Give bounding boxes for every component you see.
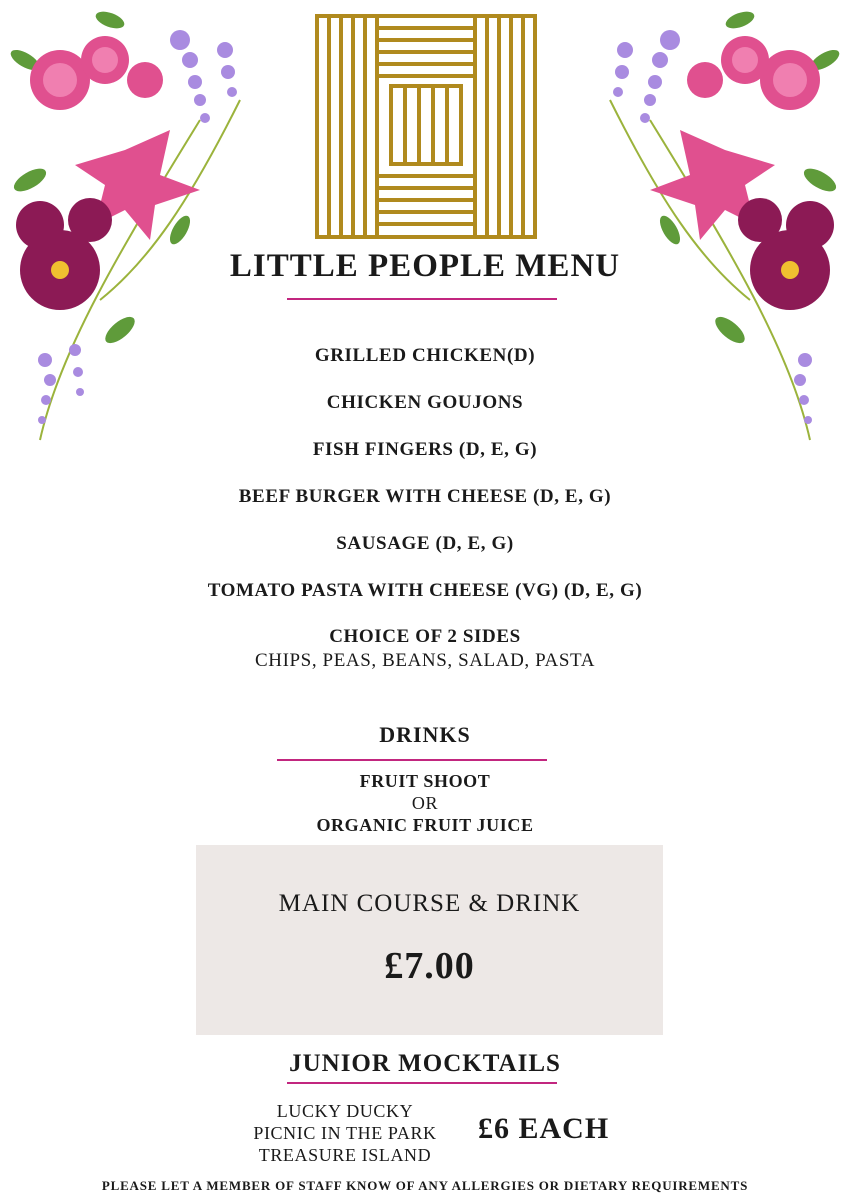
mocktails-underline [287, 1082, 557, 1084]
mocktails-price: £6 EACH [478, 1112, 610, 1145]
sides-heading: CHOICE OF 2 SIDES [329, 626, 521, 647]
allergy-notice: PLEASE LET A MEMBER OF STAFF KNOW OF ANY ALLERGIES OR DIETARY REQUIREMENTS [101, 1178, 749, 1193]
drink-option: ORGANIC FRUIT JUICE [316, 815, 534, 835]
mocktails-list [225, 1100, 465, 1166]
drink-option: FRUIT SHOOT [359, 771, 491, 791]
sides-list: CHIPS, PEAS, BEANS, SALAD, PASTA [254, 650, 596, 671]
offer-price: £7.00 [384, 945, 475, 987]
menu-item: BEEF BURGER WITH CHEESE (D, E, G) [238, 486, 612, 507]
drinks-underline [277, 759, 547, 761]
drinks-heading: DRINKS [379, 722, 471, 747]
mocktail-item: LUCKY DUCKY [276, 1101, 414, 1121]
menu-item: SAUSAGE (D, E, G) [336, 533, 514, 554]
menu-items [0, 342, 850, 672]
offer-box [196, 845, 663, 1035]
title-underline [287, 298, 557, 300]
menu-title: LITTLE PEOPLE MENU [229, 248, 621, 284]
menu-item: CHICKEN GOUJONS [326, 392, 524, 413]
menu-item: GRILLED CHICKEN(D) [314, 345, 536, 366]
mocktail-item: PICNIC IN THE PARK [253, 1123, 437, 1143]
woven-square-logo [315, 14, 537, 239]
menu-item: TOMATO PASTA WITH CHEESE (VG) (D, E, G) [207, 580, 643, 601]
drink-separator: OR [411, 793, 439, 813]
mocktails-heading: JUNIOR MOCKTAILS [289, 1050, 561, 1077]
offer-label: MAIN COURSE & DRINK [278, 890, 581, 917]
menu-item: FISH FINGERS (D, E, G) [312, 439, 538, 460]
drinks-options [0, 770, 850, 836]
mocktail-item: TREASURE ISLAND [258, 1145, 432, 1165]
